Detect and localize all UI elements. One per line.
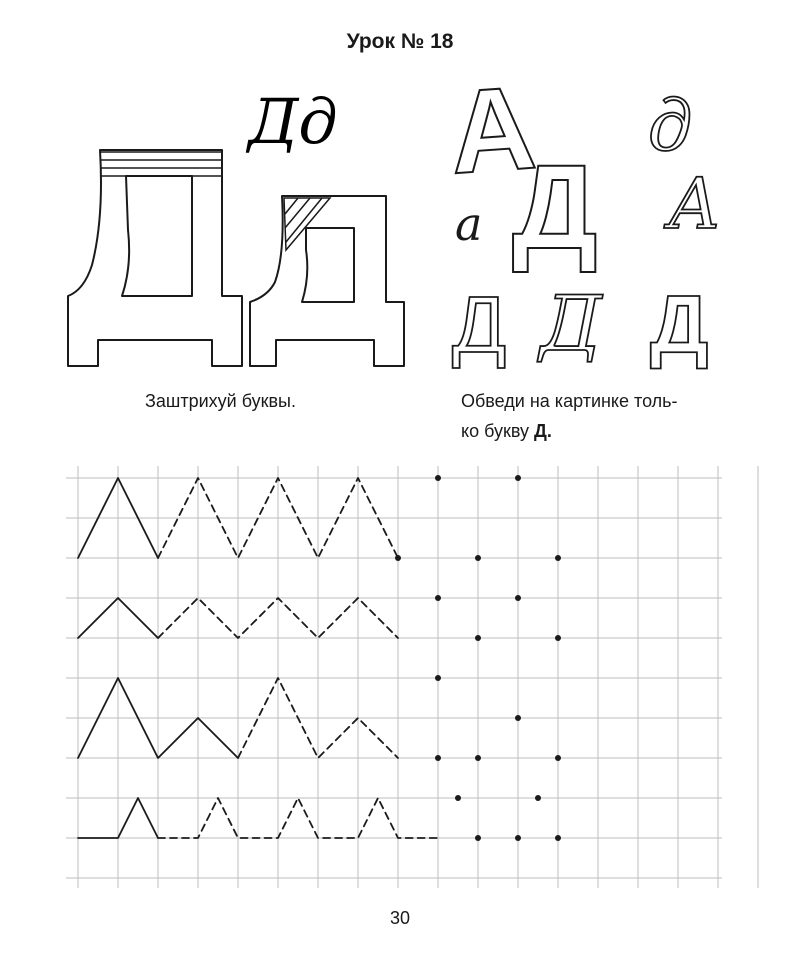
guide-dot	[395, 555, 401, 561]
guide-dot	[475, 635, 481, 641]
page-number: 30	[389, 908, 411, 928]
letter-d-bottom-right: Д	[650, 279, 709, 370]
page-title: Урок № 18	[346, 30, 454, 53]
script-letter-d-top: д	[648, 85, 693, 167]
task-trace-letter-d: Д.	[534, 421, 552, 441]
guide-dot	[555, 755, 561, 761]
script-letters: Дд	[248, 85, 338, 158]
guide-dot	[515, 475, 521, 481]
guide-dot	[515, 715, 521, 721]
grid-lines	[66, 466, 758, 888]
letter-d-bottom-left: Д	[452, 280, 507, 369]
guide-dot	[515, 835, 521, 841]
letter-d-outline-center: Д	[512, 140, 598, 274]
task-trace-line1: Обведи на картинке толь-	[461, 391, 678, 411]
guide-dot	[555, 635, 561, 641]
guide-dot	[555, 835, 561, 841]
guide-dot	[515, 595, 521, 601]
guide-dot	[475, 555, 481, 561]
pattern-row-4	[78, 798, 438, 838]
guide-dot	[435, 675, 441, 681]
task-shade-letters: Заштрихуй буквы.	[145, 391, 296, 411]
guide-dot	[555, 555, 561, 561]
guide-dot	[435, 475, 441, 481]
guide-dot	[435, 755, 441, 761]
guide-dot	[435, 595, 441, 601]
task-trace-line2: ко букву	[461, 421, 535, 441]
guide-dot	[475, 755, 481, 761]
script-letter-a: а	[455, 197, 483, 251]
letter-d-bottom-script: Д	[540, 279, 602, 368]
guide-dot	[535, 795, 541, 801]
letter-a-italic: А	[668, 163, 722, 245]
letter-a-outline: А	[445, 61, 540, 200]
guide-dot	[455, 795, 461, 801]
guide-dot	[475, 835, 481, 841]
